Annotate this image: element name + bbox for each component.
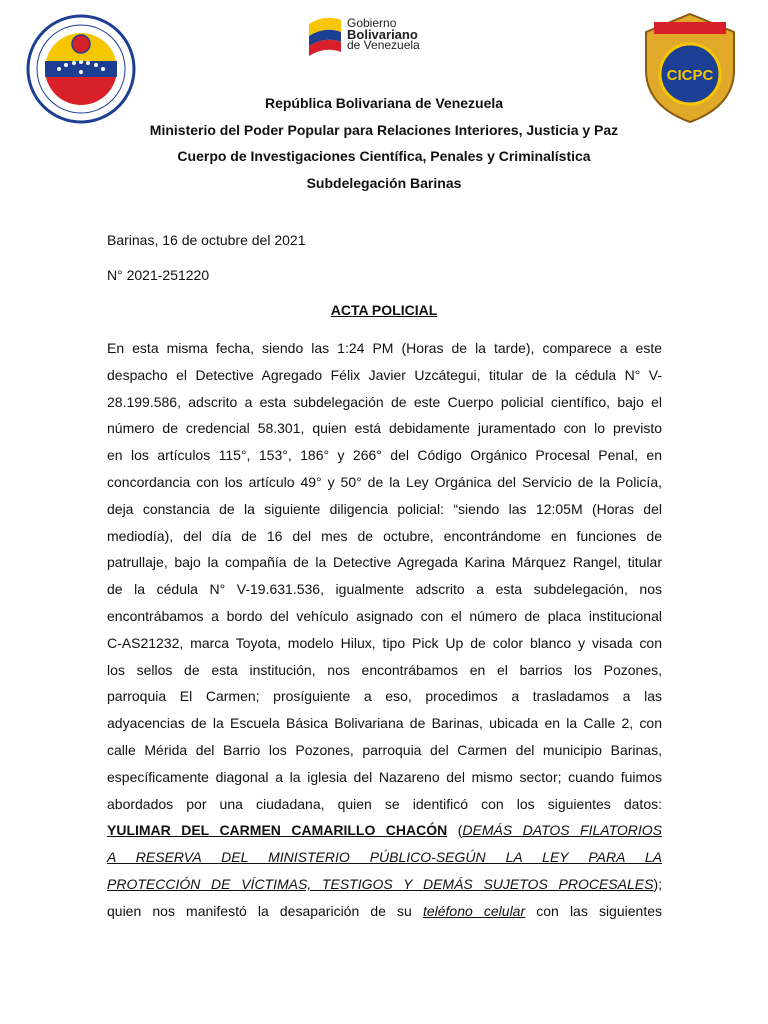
document-body [107,335,662,925]
header-subdelegation: Subdelegación Barinas [306,174,462,191]
reserved-data-notice: PROTECCIÓN DE VÍCTIMAS, TESTIGOS Y DEMÁS SUJETOS PROCESALES [107,875,654,892]
header-cicpc: Cuerpo de Investigaciones Científica, Penales y Criminalística [177,148,591,164]
gobierno-bolivariano-logo [305,14,435,60]
badge-text: CICPC [666,67,714,84]
body-line: patrullaje, bajo la compañía de la Detective Agregada Karina Márquez Rangel, titular [107,554,662,571]
body-fragment: quien nos manifestó la desaparición de su [107,902,423,919]
body-line: abordados por una ciudadana, quien se identificó con los siguientes datos: [107,795,662,812]
phone-term: teléfono celular [422,902,526,919]
place-date: Barinas, 16 de octubre del 2021 [107,232,306,248]
body-line-reserve [107,844,662,871]
body-line: mediodía), del día de 16 del mes de octubre, encontrándome en funciones de [107,527,662,544]
header-ministry: Ministerio del Poder Popular para Relaciones Interiores, Justicia y Paz [149,121,619,138]
body-line: en los artículos 115°, 153°, 186° y 266° del Código Orgánico Procesal Penal, en [107,447,662,464]
body-line: los sellos de esta institución, nos encontrábamos en el barrios los Pozones, [107,661,662,678]
body-line: de la cédula N° V-19.631.536, igualmente adscrito a esta subdelegación, nos [107,581,662,598]
body-line: 28.199.586, adscrito a esta subdelegación de este Cuerpo policial científico, bajo el [107,393,662,410]
body-line: C-AS21232, marca Toyota, modelo Hilux, tipo Pick Up de color blanco y visada con [107,634,662,651]
gobierno-logo-text [347,18,420,51]
header-republic: República Bolivariana de Venezuela [264,95,504,111]
body-line-victim [107,817,662,844]
body-line: deja constancia de la siguiente diligencia policial: “siendo las 12:05M (Horas del [107,500,662,517]
victim-name: YULIMAR DEL CARMEN CAMARILLO CHACÓN [107,822,448,839]
body-line: número de credencial 58.301, quien está debidamente juramentado con lo previsto [107,420,662,437]
body-fragment: con las siguientes [525,902,662,919]
logo-line-bolivariano: Bolivariano [347,27,418,42]
logo-line-venezuela: de Venezuela [347,38,420,52]
reserved-data-notice: DEMÁS DATOS FILATORIOS [462,822,663,839]
logo-line-gobierno: Gobierno [347,16,397,30]
document-header [0,90,768,196]
body-line: calle Mérida del Barrio los Pozones, parroquia del Carmen del municipio Barinas, [107,741,662,758]
body-line: despacho el Detective Agregado Félix Javier Uzcátegui, titular de la cédula N° V- [107,366,662,383]
body-line: encontrábamos a bordo del vehículo asignado con el número de placa institucional [107,607,662,624]
body-line: concordancia con los artículo 49° y 50° de la Ley Orgánica del Servicio de la Policía, [107,473,662,490]
paren-open: ( [447,822,463,839]
paren-close: ); [653,875,662,892]
reserved-data-notice: A RESERVA DEL MINISTERIO PÚBLICO-SEGÚN LA LEY PARA LA [107,849,662,866]
body-line: adyacencias de la Escuela Básica Bolivariana de Barinas, ubicada en la Calle 2, con [107,715,662,732]
document-number: N° 2021-251220 [107,267,210,283]
body-line: específicamente diagonal a la iglesia del Nazareno del mismo sector; cuando fuimos [107,768,662,785]
document-title: ACTA POLICIAL [330,302,438,318]
body-line: En esta misma fecha, siendo las 1:24 PM (Horas de la tarde), comparece a este [107,340,662,356]
body-line-protection [107,871,662,898]
body-line: parroquia El Carmen; prosíguiente a eso, procedimos a trasladamos a las [107,688,662,705]
body-line-phone [107,898,662,925]
